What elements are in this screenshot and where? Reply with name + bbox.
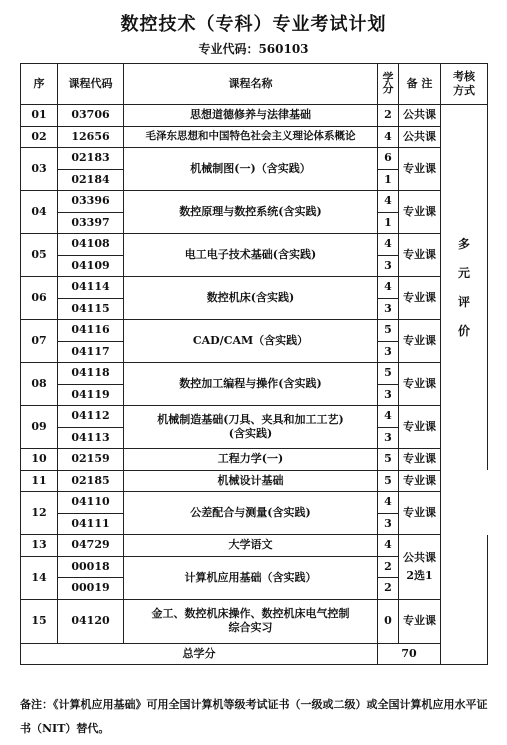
course-code-cell: 02184 — [58, 169, 124, 191]
table-row — [21, 492, 488, 514]
credit-cell: 4 — [378, 234, 399, 256]
remark-cell: 专业课 — [399, 363, 441, 406]
course-code-cell: 04113 — [58, 427, 124, 449]
credit-cell: 4 — [378, 406, 399, 428]
seq-cell: 04 — [21, 191, 58, 234]
course-name-cell: 思想道德修养与法律基础 — [124, 105, 378, 127]
course-code-cell: 04108 — [58, 234, 124, 256]
table-row — [21, 320, 488, 342]
seq-cell: 05 — [21, 234, 58, 277]
course-name-cell: 机械制图(一)（含实践） — [124, 148, 378, 191]
course-name-cell — [124, 406, 378, 449]
header-seq: 序 — [21, 64, 58, 105]
credit-cell: 3 — [378, 513, 399, 535]
seq-cell: 07 — [21, 320, 58, 363]
seq-cell: 03 — [21, 148, 58, 191]
course-name-cell: 机械设计基础 — [124, 470, 378, 492]
course-code-cell: 04119 — [58, 384, 124, 406]
header-remark: 备 注 — [399, 64, 441, 105]
course-code-cell: 03397 — [58, 212, 124, 234]
course-code-cell: 04117 — [58, 341, 124, 363]
header-course-code: 课程代码 — [58, 64, 124, 105]
remark-cell: 专业课 — [399, 599, 441, 643]
remark-cell: 专业课 — [399, 449, 441, 471]
credit-cell: 4 — [378, 535, 399, 557]
course-name-line: 机械制造基础(刀具、夹具和加工工艺) — [157, 413, 344, 427]
remark-cell: 公共课 — [399, 126, 441, 148]
course-name-cell: 工程力学(一) — [124, 449, 378, 471]
total-row — [21, 643, 488, 665]
course-code-cell: 02185 — [58, 470, 124, 492]
credit-cell: 5 — [378, 363, 399, 385]
course-code-cell: 04729 — [58, 535, 124, 557]
credit-cell: 4 — [378, 191, 399, 213]
remark-cell: 专业课 — [399, 234, 441, 277]
course-code-cell: 04111 — [58, 513, 124, 535]
course-name-cell: 计算机应用基础（含实践） — [124, 556, 378, 599]
credit-cell: 2 — [378, 578, 399, 600]
course-code-cell: 03706 — [58, 105, 124, 127]
remark-cell: 专业课 — [399, 406, 441, 449]
table-row — [21, 148, 488, 170]
credit-cell: 1 — [378, 212, 399, 234]
credit-cell: 1 — [378, 169, 399, 191]
course-name-line: (含实践) — [228, 427, 273, 440]
course-name-line: 金工、数控机床操作、数控机床电气控制 — [151, 607, 350, 621]
credit-cell: 4 — [378, 277, 399, 299]
course-name-line: 综合实习 — [228, 621, 273, 634]
table-row — [21, 406, 488, 428]
exam-plan-table — [20, 63, 488, 665]
header-course-name: 课程名称 — [124, 64, 378, 105]
table-row — [21, 535, 488, 557]
header-assessment: 考核方式 — [441, 64, 488, 105]
major-code: 专业代码：560103 — [198, 42, 309, 56]
course-code-cell: 04114 — [58, 277, 124, 299]
course-name-cell: 毛泽东思想和中国特色社会主义理论体系概论 — [124, 126, 378, 148]
course-name-cell: 数控机床(含实践) — [124, 277, 378, 320]
credit-cell: 5 — [378, 320, 399, 342]
course-code-cell: 00019 — [58, 578, 124, 600]
remark-cell: 专业课 — [399, 492, 441, 535]
course-name-cell: 数控加工编程与操作(含实践) — [124, 363, 378, 406]
assessment-cell-lower — [441, 535, 488, 665]
remark-cell: 专业课 — [399, 148, 441, 191]
assessment-char: 评 — [457, 294, 470, 309]
table-row — [21, 277, 488, 299]
course-code-cell: 03396 — [58, 191, 124, 213]
credit-cell: 5 — [378, 470, 399, 492]
assessment-cell — [441, 105, 488, 471]
credit-cell: 2 — [378, 556, 399, 578]
remark-line: 2选1 — [406, 568, 433, 582]
course-name-cell: 电工电子技术基础(含实践) — [124, 234, 378, 277]
seq-cell: 15 — [21, 599, 58, 643]
remark-line: 公共课 — [403, 551, 436, 564]
table-row — [21, 191, 488, 213]
remark-cell: 专业课 — [399, 277, 441, 320]
seq-cell: 02 — [21, 126, 58, 148]
footnote: 备注：《计算机应用基础》可用全国计算机等级考试证书（一级或二级）或全国计算机应用水平证书（NIT）替代。 — [20, 698, 488, 735]
credit-cell: 3 — [378, 255, 399, 277]
table-row — [21, 470, 488, 492]
credit-cell: 4 — [378, 492, 399, 514]
seq-cell: 14 — [21, 556, 58, 599]
course-code-cell: 04115 — [58, 298, 124, 320]
seq-cell: 08 — [21, 363, 58, 406]
course-code-cell: 04110 — [58, 492, 124, 514]
table-row — [21, 363, 488, 385]
credit-cell: 3 — [378, 341, 399, 363]
course-code-cell: 02183 — [58, 148, 124, 170]
assessment-char: 元 — [457, 265, 470, 280]
seq-cell: 10 — [21, 449, 58, 471]
course-name-cell: 数控原理与数控系统(含实践) — [124, 191, 378, 234]
table-row — [21, 234, 488, 256]
remark-cell: 公共课 — [399, 105, 441, 127]
course-name-cell — [124, 599, 378, 643]
course-code-cell: 12656 — [58, 126, 124, 148]
page-title: 数控技术（专科）专业考试计划 — [120, 14, 387, 35]
course-code-cell: 04109 — [58, 255, 124, 277]
remark-cell — [399, 535, 441, 600]
table-row — [21, 449, 488, 471]
table-row — [21, 105, 488, 127]
course-name-cell: CAD/CAM（含实践） — [124, 320, 378, 363]
seq-cell: 09 — [21, 406, 58, 449]
assessment-char: 多 — [457, 236, 470, 251]
credit-cell: 3 — [378, 298, 399, 320]
seq-cell: 11 — [21, 470, 58, 492]
remark-cell: 专业课 — [399, 320, 441, 363]
assessment-char: 价 — [457, 323, 470, 338]
remark-cell: 专业课 — [399, 191, 441, 234]
header-credit: 学分 — [378, 64, 399, 105]
credit-cell: 5 — [378, 449, 399, 471]
course-name-cell: 大学语文 — [124, 535, 378, 557]
course-code-cell: 04118 — [58, 363, 124, 385]
course-code-cell: 04116 — [58, 320, 124, 342]
course-name-cell: 公差配合与测量(含实践) — [124, 492, 378, 535]
seq-cell: 01 — [21, 105, 58, 127]
course-code-cell: 04120 — [58, 599, 124, 643]
total-label: 总学分 — [21, 643, 378, 665]
credit-cell: 2 — [378, 105, 399, 127]
credit-cell: 6 — [378, 148, 399, 170]
credit-cell: 3 — [378, 384, 399, 406]
table-row — [21, 599, 488, 643]
credit-cell: 4 — [378, 126, 399, 148]
seq-cell: 12 — [21, 492, 58, 535]
credit-cell: 0 — [378, 599, 399, 643]
course-code-cell: 04112 — [58, 406, 124, 428]
course-code-cell: 02159 — [58, 449, 124, 471]
remark-cell: 专业课 — [399, 470, 441, 492]
table-row — [21, 126, 488, 148]
seq-cell: 13 — [21, 535, 58, 557]
total-value: 70 — [378, 643, 441, 665]
credit-cell: 3 — [378, 427, 399, 449]
seq-cell: 06 — [21, 277, 58, 320]
course-code-cell: 00018 — [58, 556, 124, 578]
